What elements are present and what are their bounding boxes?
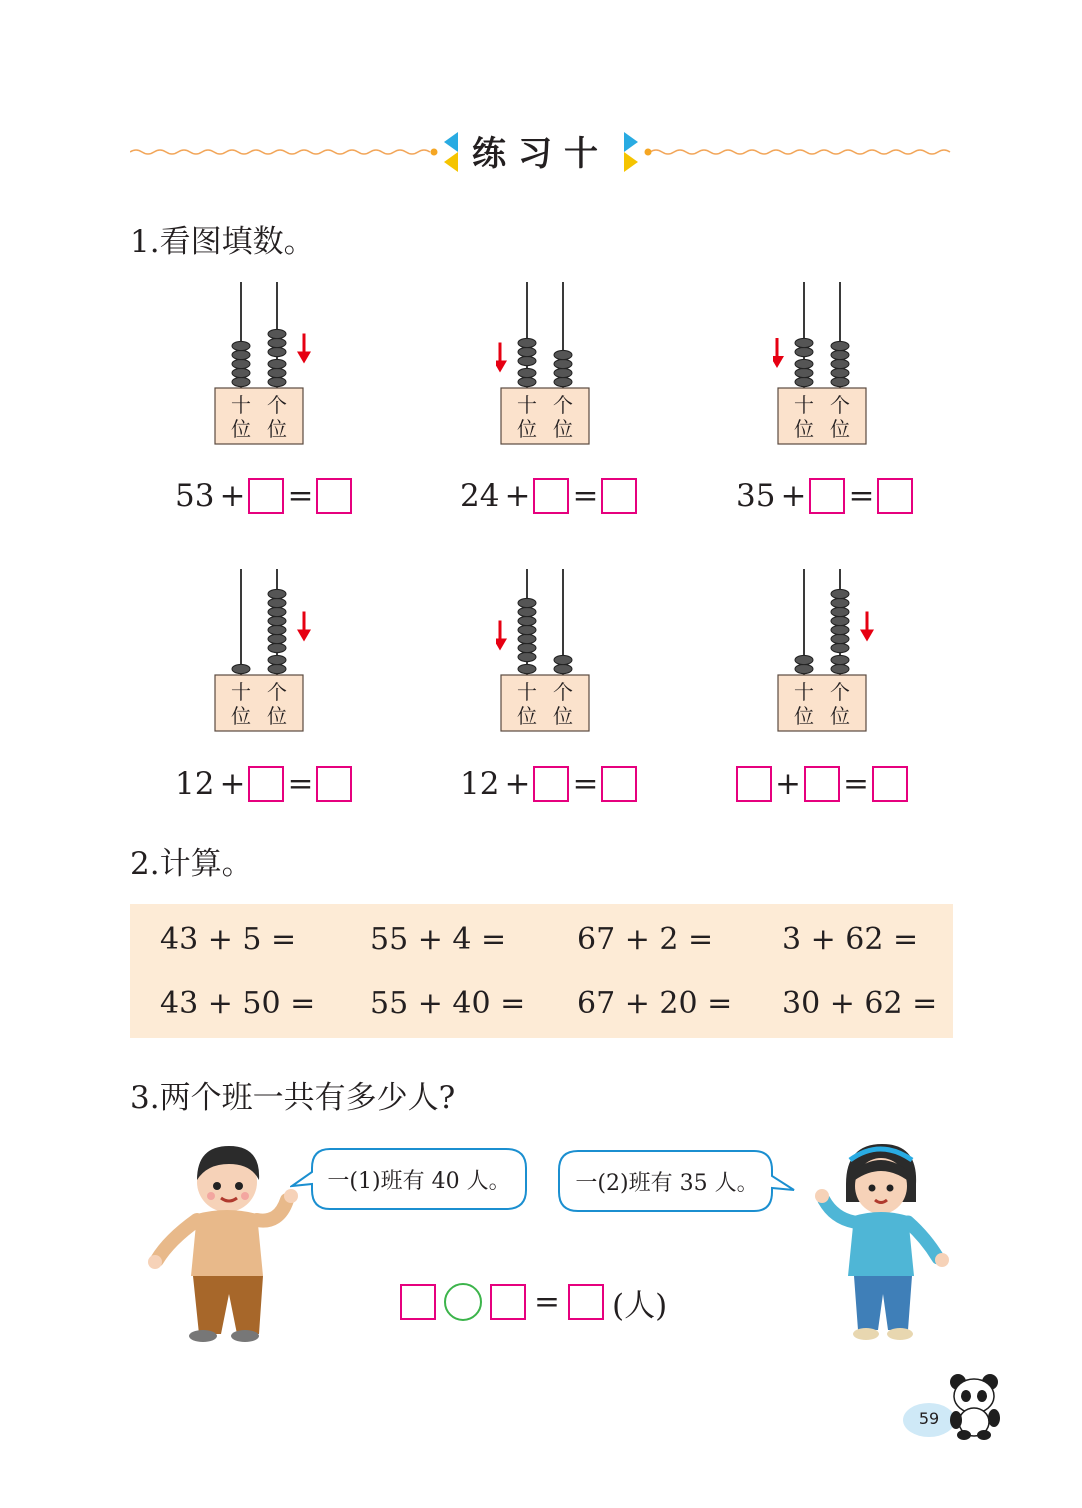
abacus (773, 563, 893, 733)
ones-added-bead (831, 598, 849, 607)
panda-icon (944, 1372, 1006, 1440)
answer-box[interactable] (316, 766, 352, 802)
girl-illustration (810, 1140, 952, 1345)
plus-sign: + (504, 478, 531, 514)
calc-item: 67 + 2 = (577, 922, 714, 957)
tens-added-bead (518, 625, 536, 634)
answer-box[interactable] (568, 1284, 604, 1320)
down-arrow-icon (297, 352, 311, 364)
ones-bead (268, 664, 286, 673)
plus-sign: + (504, 766, 531, 802)
ones-bead (268, 655, 286, 664)
tens-bead (795, 368, 813, 377)
ones-bead (554, 359, 572, 368)
answer-box[interactable] (400, 1284, 436, 1320)
tens-bead (518, 368, 536, 377)
ones-label: 个 (830, 393, 850, 417)
tens-added-bead (518, 356, 536, 365)
answer-box[interactable] (316, 478, 352, 514)
tens-added-bead (518, 634, 536, 643)
section-1-heading: 1.看图填数。 (130, 224, 315, 260)
ones-label: 位 (553, 417, 573, 441)
ones-bead (831, 368, 849, 377)
abacus-base (501, 388, 589, 444)
tens-bead (518, 377, 536, 386)
tens-bead (232, 368, 250, 377)
ones-bead (554, 368, 572, 377)
tens-added-bead (795, 338, 813, 347)
answer-box[interactable] (490, 1284, 526, 1320)
ones-bead (831, 341, 849, 350)
abacus (210, 563, 330, 733)
tens-added-bead (518, 338, 536, 347)
plus-sign: + (780, 478, 807, 514)
abacus (773, 276, 893, 446)
tens-label: 位 (517, 704, 537, 728)
tens-label: 十 (794, 680, 814, 704)
speech-bubble-left-text: 一(1)班有 40 人。 (327, 1168, 511, 1194)
ones-label: 个 (267, 680, 287, 704)
calculation-panel (130, 904, 953, 1038)
abacus (210, 276, 330, 446)
ones-added-bead (268, 338, 286, 347)
ones-added-bead (831, 616, 849, 625)
ones-bead (831, 359, 849, 368)
ones-bead (268, 359, 286, 368)
ones-label: 个 (830, 680, 850, 704)
title-banner (130, 118, 952, 182)
calc-item: 67 + 20 = (577, 986, 733, 1021)
tens-label: 位 (231, 417, 251, 441)
ones-label: 位 (830, 704, 850, 728)
ones-added-bead (831, 589, 849, 598)
ones-bead (831, 377, 849, 386)
ones-label: 位 (553, 704, 573, 728)
operator-circle[interactable] (444, 1283, 482, 1321)
ones-bead (554, 655, 572, 664)
speech-bubble-left (290, 1148, 528, 1210)
page-title: 练习十 (472, 134, 610, 174)
boy-illustration (145, 1140, 305, 1345)
addend: 24 (460, 478, 500, 514)
down-arrow-icon (496, 639, 507, 651)
ones-bead (554, 350, 572, 359)
ones-added-bead (268, 616, 286, 625)
ones-added-bead (831, 607, 849, 616)
calc-item: 55 + 40 = (370, 986, 526, 1021)
tens-bead (795, 359, 813, 368)
ones-label: 位 (267, 704, 287, 728)
abacus-base (215, 675, 303, 731)
tens-added-bead (795, 347, 813, 356)
tens-bead (795, 377, 813, 386)
ones-bead (268, 368, 286, 377)
abacus-base (778, 388, 866, 444)
answer-box[interactable] (248, 478, 284, 514)
ones-added-bead (268, 598, 286, 607)
equals-sign: = (534, 1284, 560, 1320)
plus-sign: + (775, 766, 801, 802)
tens-label: 十 (231, 680, 251, 704)
addend: 53 (175, 478, 215, 514)
abacus-base (778, 675, 866, 731)
equals-sign: = (572, 478, 599, 514)
ones-bead (554, 664, 572, 673)
calc-item: 30 + 62 = (782, 986, 938, 1021)
tens-bead (232, 350, 250, 359)
ones-added-bead (831, 634, 849, 643)
tens-added-bead (518, 652, 536, 661)
tens-bead (232, 377, 250, 386)
answer-box[interactable] (601, 766, 637, 802)
ones-added-bead (831, 643, 849, 652)
tens-label: 位 (794, 704, 814, 728)
abacus-equation (736, 762, 908, 806)
abacus-base (215, 388, 303, 444)
equals-sign: = (287, 766, 314, 802)
calc-item: 43 + 50 = (160, 986, 316, 1021)
tens-label: 十 (517, 680, 537, 704)
ones-added-bead (268, 607, 286, 616)
equals-sign: = (842, 766, 869, 802)
tens-bead (232, 664, 250, 673)
answer-box[interactable] (601, 478, 637, 514)
tens-added-bead (518, 598, 536, 607)
ones-label: 个 (553, 680, 573, 704)
tens-added-bead (518, 607, 536, 616)
section-3-heading: 3.两个班一共有多少人? (130, 1080, 456, 1116)
abacus (496, 563, 616, 733)
abacus-equation (175, 474, 352, 518)
calc-item: 3 + 62 = (782, 922, 919, 957)
ones-added-bead (268, 589, 286, 598)
tens-added-bead (518, 616, 536, 625)
ones-label: 个 (553, 393, 573, 417)
down-arrow-icon (297, 630, 311, 642)
tens-label: 十 (794, 393, 814, 417)
tens-bead (795, 664, 813, 673)
plus-sign: + (219, 766, 246, 802)
down-arrow-icon (496, 361, 507, 373)
ones-bead (831, 664, 849, 673)
abacus-base (501, 675, 589, 731)
tens-bead (795, 655, 813, 664)
answer-box[interactable] (533, 478, 569, 514)
tens-bead (232, 359, 250, 368)
ones-added-bead (268, 347, 286, 356)
calc-item: 43 + 5 = (160, 922, 297, 957)
tens-added-bead (518, 643, 536, 652)
tens-label: 位 (231, 704, 251, 728)
addend: 12 (175, 766, 215, 802)
ones-label: 位 (830, 417, 850, 441)
tens-bead (518, 664, 536, 673)
equals-sign: = (572, 766, 599, 802)
tens-label: 十 (231, 393, 251, 417)
answer-box[interactable] (533, 766, 569, 802)
addend: 12 (460, 766, 500, 802)
down-arrow-icon (860, 630, 874, 642)
ones-bead (554, 377, 572, 386)
ones-added-bead (268, 643, 286, 652)
answer-equation (400, 1282, 675, 1322)
speech-bubble-right-text: 一(2)班有 35 人。 (575, 1170, 759, 1196)
plus-sign: + (219, 478, 246, 514)
abacus (496, 276, 616, 446)
tens-added-bead (518, 347, 536, 356)
ones-added-bead (268, 329, 286, 338)
abacus-equation (175, 762, 352, 806)
ones-bead (831, 655, 849, 664)
abacus-equation (736, 474, 913, 518)
tens-label: 十 (517, 393, 537, 417)
ones-bead (831, 350, 849, 359)
abacus-equation (460, 762, 637, 806)
answer-box[interactable] (872, 766, 908, 802)
answer-box[interactable] (809, 478, 845, 514)
equals-sign: = (287, 478, 314, 514)
ones-added-bead (268, 634, 286, 643)
equals-sign: = (848, 478, 875, 514)
section-2-heading: 2.计算。 (130, 846, 253, 882)
calc-item: 55 + 4 = (370, 922, 507, 957)
tens-label: 位 (517, 417, 537, 441)
ones-added-bead (831, 625, 849, 634)
tens-bead (232, 341, 250, 350)
answer-box[interactable] (736, 766, 772, 802)
ones-added-bead (268, 625, 286, 634)
down-arrow-icon (773, 356, 784, 368)
ones-bead (268, 377, 286, 386)
abacus-equation (460, 474, 637, 518)
speech-bubble-right (558, 1150, 796, 1212)
answer-box[interactable] (248, 766, 284, 802)
tens-label: 位 (794, 417, 814, 441)
answer-box[interactable] (877, 478, 913, 514)
answer-box[interactable] (804, 766, 840, 802)
unit-label: (人) (611, 1287, 668, 1324)
page-number: 59 (918, 1409, 940, 1428)
addend: 35 (736, 478, 776, 514)
ones-label: 位 (267, 417, 287, 441)
ones-label: 个 (267, 393, 287, 417)
